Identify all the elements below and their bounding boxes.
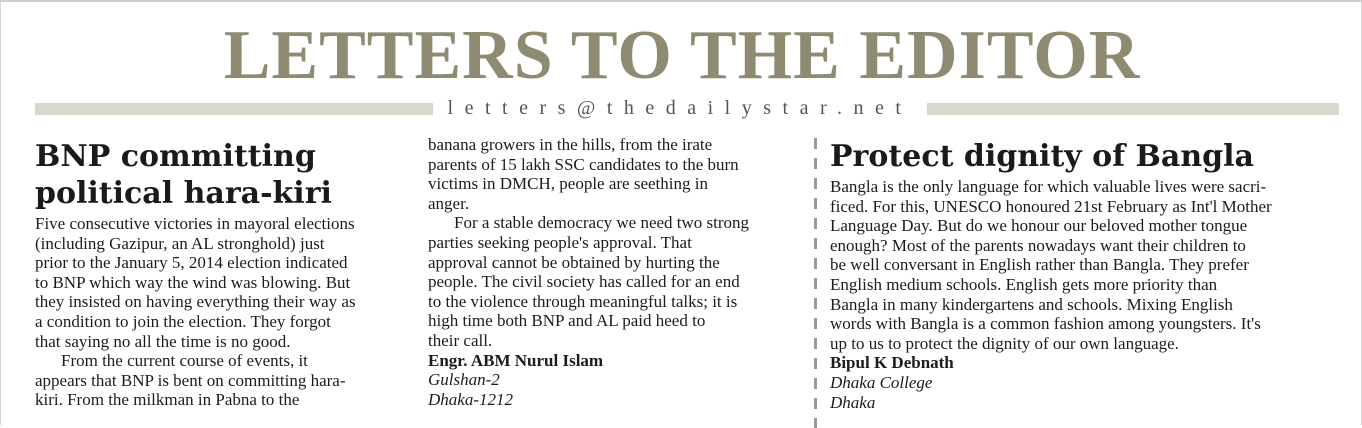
editor-email: letters@thedailystar.net [447, 97, 913, 119]
text-line: up to us to protect the dignity of our own language. [830, 333, 1179, 353]
text-line: parents of 15 lakh SSC candidates to the burn [428, 154, 739, 174]
text-line: enough? Most of the parents nowadays want their children to [830, 235, 1246, 255]
text-line: For a stable democracy we need two strong [454, 213, 750, 233]
text-line: Bangla is the only language for which valuable lives were sacri- [830, 177, 1267, 196]
text-line: (including Gazipur, an AL stronghold) just [35, 233, 325, 253]
text-line: parties seeking people's approval. That [428, 232, 692, 252]
text-line: be well conversant in English rather than Bangla. They prefer [830, 255, 1249, 275]
text-line: their call. [428, 330, 493, 350]
column-divider [814, 138, 818, 428]
letter1-body [35, 214, 415, 410]
letter2-signature-line1: Dhaka College [830, 372, 933, 392]
text-line: a condition to join the election. They forgot [35, 311, 331, 331]
text-line: high time both BNP and AL paid heed to [428, 311, 706, 331]
letter1-headline-line1: BNP committing [35, 139, 316, 174]
text-line: words with Bangla is a common fashion among youngsters. It's [830, 314, 1261, 334]
text-line: From the current course of events, it [61, 351, 308, 371]
text-line: that saying no all the time is no good. [35, 331, 291, 351]
letter1-signature-line1: Gulshan-2 [428, 370, 500, 390]
text-line: anger. [428, 193, 470, 213]
text-line: kiri. From the milkman in Pabna to the [35, 390, 300, 410]
text-line: banana growers in the hills, from the irate [428, 135, 713, 154]
rule-bar-left [35, 103, 433, 115]
text-line: people. The civil society has called for an end [428, 272, 740, 292]
letter1-signature-name: Engr. ABM Nurul Islam [428, 350, 604, 370]
text-line: ficed. For this, UNESCO honoured 21st February as Int'l Mother [830, 196, 1272, 216]
text-line: they insisted on having everything their way as [35, 292, 356, 312]
text-line: prior to the January 5, 2014 election indicated [35, 253, 348, 273]
text-line: Five consecutive victories in mayoral elections [35, 214, 355, 233]
section-title: LETTERS TO THE EDITOR [223, 17, 1141, 94]
text-line: approval cannot be obtained by hurting the [428, 252, 720, 272]
letter1-continued-body [428, 135, 808, 409]
letter2-signature-line2: Dhaka [830, 392, 876, 412]
text-line: to BNP which way the wind was blowing. But [35, 272, 351, 292]
rule-bar-right [927, 103, 1339, 115]
letter1-headline [35, 138, 415, 212]
letter1-headline-line2: political hara-kiri [35, 176, 332, 211]
email-rule [35, 97, 1339, 119]
letter2-headline: Protect dignity of Bangla [830, 139, 1254, 174]
letter1-signature-line2: Dhaka-1212 [428, 389, 513, 409]
letter2-body [830, 177, 1345, 412]
text-line: English medium schools. English gets more priority than [830, 274, 1218, 294]
text-line: victims in DMCH, people are seething in [428, 174, 708, 194]
text-line: Bangla in many kindergartens and schools. Mixing English [830, 294, 1233, 314]
text-line: Language Day. But do we honour our beloved mother tongue [830, 216, 1248, 236]
text-line: appears that BNP is bent on committing hara- [35, 370, 346, 390]
text-line: to the violence through meaningful talks; it is [428, 291, 738, 311]
letter2-signature-name: Bipul K Debnath [830, 353, 954, 373]
